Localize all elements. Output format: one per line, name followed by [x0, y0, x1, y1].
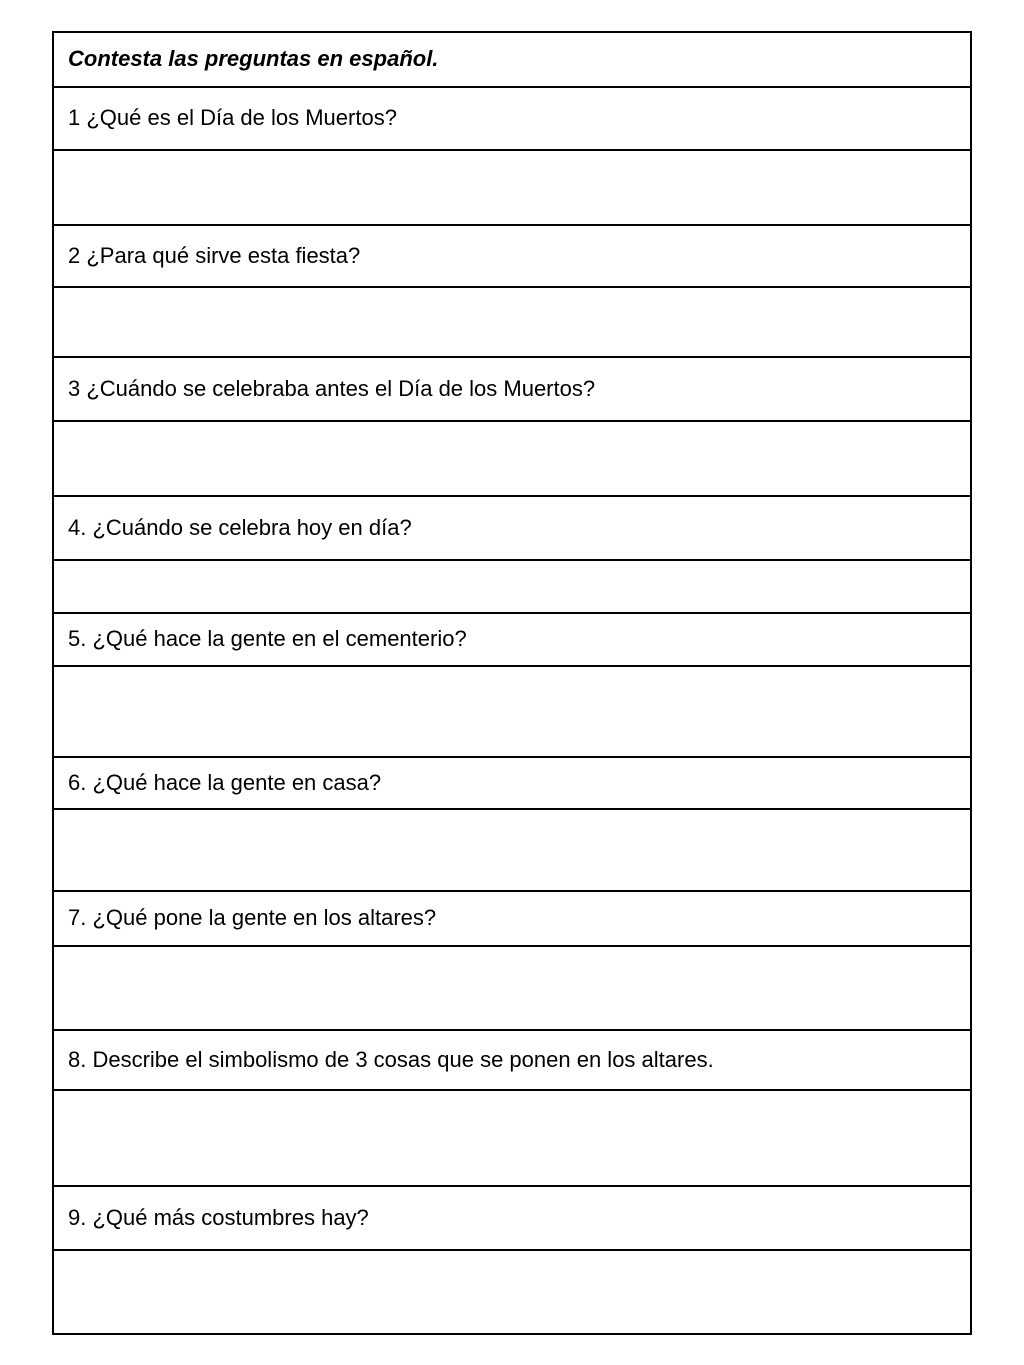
answer-cell-8[interactable]: [53, 1090, 971, 1186]
answer-row-1: [53, 150, 971, 225]
question-row-7: [53, 891, 971, 946]
question-row-1: [53, 87, 971, 150]
answer-cell-5[interactable]: [53, 666, 971, 757]
answer-row-5: [53, 666, 971, 757]
question-row-8: [53, 1030, 971, 1090]
question-8-text: 8. Describe el simbolismo de 3 cosas que se ponen en los altares.: [53, 1030, 971, 1090]
question-row-5: [53, 613, 971, 666]
question-4-text: 4. ¿Cuándo se celebra hoy en día?: [53, 496, 971, 560]
question-3-text: 3 ¿Cuándo se celebraba antes el Día de los Muertos?: [53, 357, 971, 421]
question-row-6: [53, 757, 971, 809]
question-row-9: [53, 1186, 971, 1250]
answer-row-8: [53, 1090, 971, 1186]
question-row-4: [53, 496, 971, 560]
worksheet-table: [52, 31, 972, 1335]
answer-cell-3[interactable]: [53, 421, 971, 496]
answer-row-7: [53, 946, 971, 1030]
question-7-text: 7. ¿Qué pone la gente en los altares?: [53, 891, 971, 946]
question-9-text: 9. ¿Qué más costumbres hay?: [53, 1186, 971, 1250]
question-6-text: 6. ¿Qué hace la gente en casa?: [53, 757, 971, 809]
answer-cell-7[interactable]: [53, 946, 971, 1030]
question-2-text: 2 ¿Para qué sirve esta fiesta?: [53, 225, 971, 287]
answer-row-4: [53, 560, 971, 613]
instruction-row: [53, 32, 971, 87]
answer-cell-1[interactable]: [53, 150, 971, 225]
instruction-text: Contesta las preguntas en español.: [53, 32, 971, 87]
question-row-3: [53, 357, 971, 421]
answer-cell-2[interactable]: [53, 287, 971, 357]
question-5-text: 5. ¿Qué hace la gente en el cementerio?: [53, 613, 971, 666]
answer-row-3: [53, 421, 971, 496]
answer-row-9: [53, 1250, 971, 1334]
answer-row-6: [53, 809, 971, 891]
answer-cell-6[interactable]: [53, 809, 971, 891]
answer-row-2: [53, 287, 971, 357]
answer-cell-4[interactable]: [53, 560, 971, 613]
question-row-2: [53, 225, 971, 287]
question-1-text: 1 ¿Qué es el Día de los Muertos?: [53, 87, 971, 150]
answer-cell-9[interactable]: [53, 1250, 971, 1334]
